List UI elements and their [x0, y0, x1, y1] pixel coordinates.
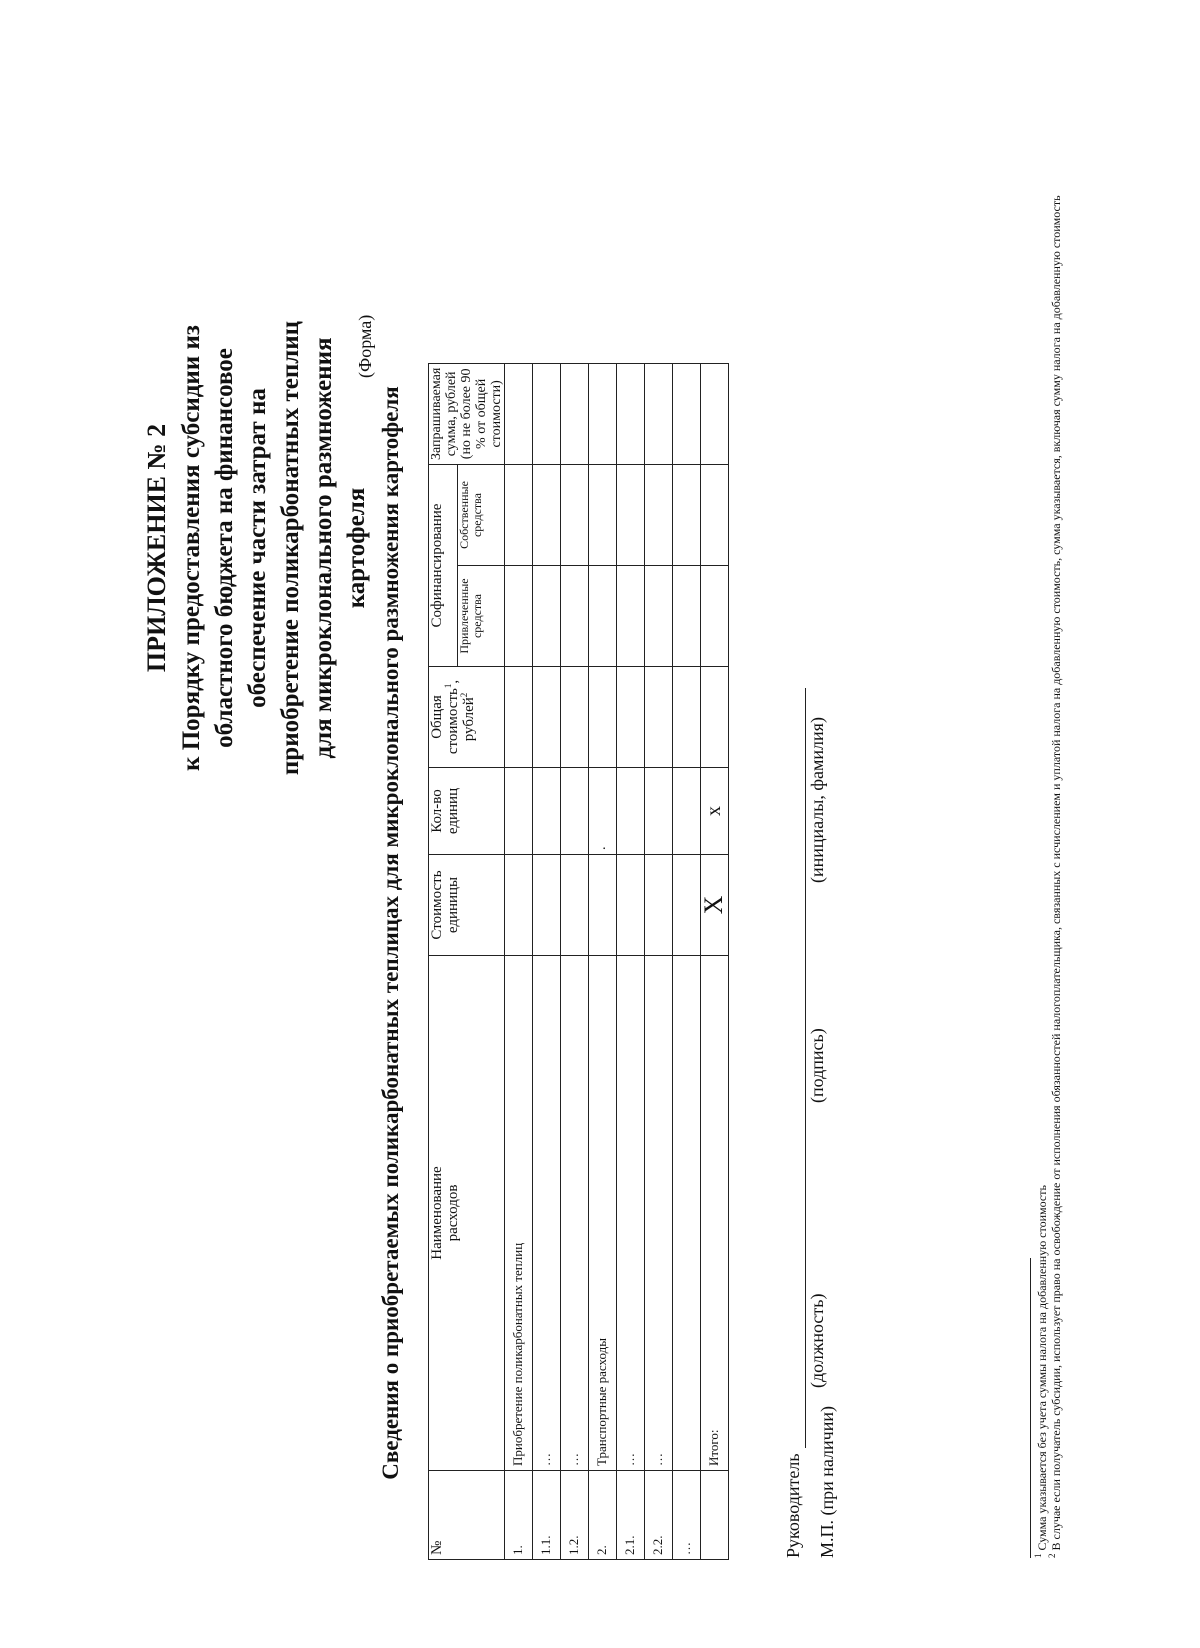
row-total: [561, 667, 589, 768]
row-quantity: .: [589, 768, 617, 855]
header-own-funds: Собственные средства: [458, 465, 505, 566]
appendix-heading: [140, 268, 373, 828]
head-label: Руководитель: [783, 1453, 803, 1558]
row-attracted: [589, 566, 617, 667]
row-unit-cost: [533, 855, 561, 956]
row-requested: [533, 363, 561, 464]
row-number: 2.1.: [617, 1471, 645, 1560]
row-total: [673, 667, 701, 768]
footnote-1: $^1$ Сумма указывается без учета суммы налога на добавленную стоимость: [1033, 1185, 1049, 1558]
form-label: (Форма): [355, 314, 375, 378]
table-row-total: [701, 363, 729, 1559]
header-unit-cost: Стоимость единицы: [429, 855, 505, 956]
row-unit-cost: [617, 855, 645, 956]
header-requested-sum: Запрашиваемая сумма, рублей (но не более 90 % от общей стоимости): [429, 363, 505, 464]
row-own: [589, 465, 617, 566]
heading-line: для микроклонального размножения: [310, 337, 337, 759]
table-title: Сведения о приобретаемых поликарбонатных теплицах для микроклонального размножения картофеля: [378, 386, 403, 1480]
expenses-table: [428, 363, 729, 1560]
table-row: [645, 363, 673, 1559]
row-name: [673, 956, 701, 1471]
row-own: [533, 465, 561, 566]
row-total: [533, 667, 561, 768]
row-name: Приобретение поликарбонатных теплиц: [505, 956, 533, 1471]
row-unit-cost: [645, 855, 673, 956]
row-unit-cost: [561, 855, 589, 956]
row-number: 1.1.: [533, 1471, 561, 1560]
header-total-cost: Общая стоимость$^1$, рублей$^2$: [429, 667, 505, 768]
row-unit-cost: X: [701, 855, 729, 956]
footnote-2: $^2$ В случае если получатель субсидии, использует право на освобождение от исполнения обязанностей налогоплательщика, связанных с исчислением и уплатой налога на добавленную стоимость, сумма указывается, включая сумму налога на добавленную стоимость: [1047, 195, 1063, 1558]
footnotes: [1035, 0, 1063, 1558]
signature-line: [805, 688, 806, 1448]
row-requested: [701, 363, 729, 464]
row-requested: [589, 363, 617, 464]
row-total: [645, 667, 673, 768]
header-expense-name: Наименование расходов: [429, 956, 505, 1471]
heading-line: картофеля: [343, 487, 370, 609]
row-number: 1.2.: [561, 1471, 589, 1560]
row-total: [701, 667, 729, 768]
row-attracted: [673, 566, 701, 667]
row-own: [645, 465, 673, 566]
row-number: 2.2.: [645, 1471, 673, 1560]
row-total: [589, 667, 617, 768]
heading-line: к Порядку предоставления субсидии из: [178, 325, 205, 771]
row-quantity: [505, 768, 533, 855]
row-quantity: [561, 768, 589, 855]
heading-line: приобретение поликарбонатных теплиц: [277, 320, 304, 776]
row-quantity: [533, 768, 561, 855]
row-requested: [645, 363, 673, 464]
initials-caption: (инициалы, фамилия): [807, 717, 827, 883]
table-row: [505, 363, 533, 1559]
heading-line: обеспечение части затрат на: [244, 388, 271, 708]
row-unit-cost: [673, 855, 701, 956]
row-name: Транспортные расходы: [589, 956, 617, 1471]
row-requested: [505, 363, 533, 464]
signature-caption: (подпись): [807, 1028, 827, 1103]
row-attracted: [645, 566, 673, 667]
position-caption: (должность): [807, 1293, 827, 1388]
row-requested: [561, 363, 589, 464]
row-quantity: [645, 768, 673, 855]
row-own: [701, 465, 729, 566]
footnote-separator: [1030, 1258, 1031, 1558]
row-name: Итого:: [701, 956, 729, 1471]
header-attracted-funds: Привлеченные средства: [458, 566, 505, 667]
row-number: …: [673, 1471, 701, 1560]
row-quantity: [673, 768, 701, 855]
table-row: [617, 363, 645, 1559]
row-attracted: [533, 566, 561, 667]
row-own: [673, 465, 701, 566]
appendix-title: ПРИЛОЖЕНИЕ № 2: [142, 423, 171, 673]
stamp-label: М.П. (при наличии): [817, 1406, 837, 1558]
header-cofinancing: Софинансирование: [429, 465, 458, 667]
row-requested: [617, 363, 645, 464]
row-attracted: [505, 566, 533, 667]
row-quantity: [617, 768, 645, 855]
header-quantity: Кол-во единиц: [429, 768, 505, 855]
table-row: [589, 363, 617, 1559]
row-name: …: [533, 956, 561, 1471]
heading-line: областного бюджета на финансовое: [211, 348, 238, 748]
row-attracted: [617, 566, 645, 667]
row-own: [617, 465, 645, 566]
table-row: [561, 363, 589, 1559]
row-own: [505, 465, 533, 566]
row-attracted: [701, 566, 729, 667]
header-number: №: [429, 1471, 505, 1560]
table-row: [673, 363, 701, 1559]
row-name: …: [561, 956, 589, 1471]
row-number: [701, 1471, 729, 1560]
row-name: …: [617, 956, 645, 1471]
row-own: [561, 465, 589, 566]
row-number: 2.: [589, 1471, 617, 1560]
row-requested: [673, 363, 701, 464]
table-row: [533, 363, 561, 1559]
row-name: …: [645, 956, 673, 1471]
row-unit-cost: [589, 855, 617, 956]
row-quantity: x: [701, 768, 729, 855]
row-attracted: [561, 566, 589, 667]
row-total: [505, 667, 533, 768]
row-unit-cost: [505, 855, 533, 956]
row-number: 1.: [505, 1471, 533, 1560]
row-total: [617, 667, 645, 768]
